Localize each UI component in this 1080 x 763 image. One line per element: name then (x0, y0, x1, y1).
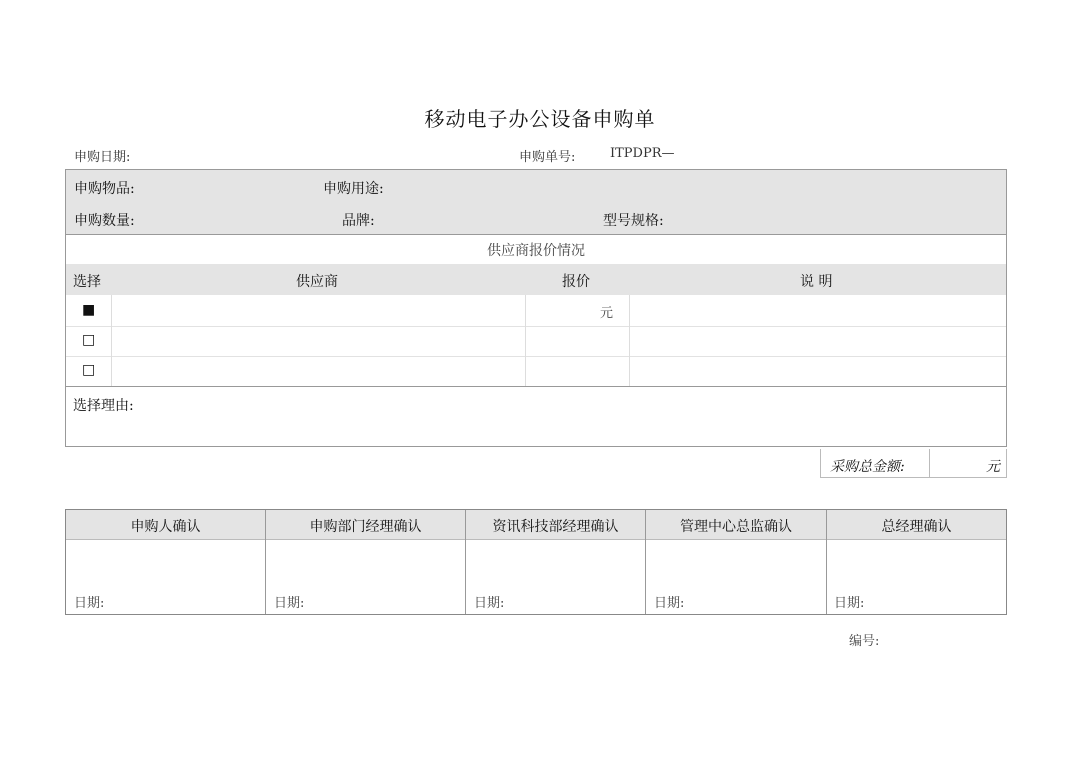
row-divider (66, 356, 1006, 357)
item-label: 申购物品: (74, 181, 135, 197)
col-note: 说 明 (800, 274, 833, 290)
col-price: 报价 (562, 274, 590, 290)
center-director-confirm-header: 管理中心总监确认 (680, 519, 792, 535)
order-no-label: 申购单号: (519, 150, 576, 165)
apply-date-label: 申购日期: (74, 150, 131, 165)
select-checkbox[interactable]: ■ (82, 302, 96, 318)
quantity-label: 申购数量: (74, 213, 135, 229)
date-label: 日期: (274, 596, 305, 611)
it-manager-confirm-header: 资讯科技部经理确认 (492, 519, 619, 535)
divider (66, 539, 1006, 540)
purpose-label: 申购用途: (323, 181, 384, 197)
date-label: 日期: (74, 596, 105, 611)
date-label: 日期: (474, 596, 505, 611)
divider (66, 234, 1006, 235)
item-info-band (66, 170, 1006, 234)
date-label: 日期: (834, 596, 865, 611)
dept-manager-confirm-header: 申购部门经理确认 (309, 519, 422, 535)
col-divider (929, 449, 930, 478)
model-label: 型号规格: (603, 213, 664, 229)
col-divider (629, 295, 630, 386)
order-no-value: ITPDPR— (610, 146, 675, 161)
applicant-confirm-header: 申购人确认 (130, 519, 201, 535)
total-amount-unit: 元 (986, 459, 1000, 475)
divider (66, 386, 1006, 387)
quote-header-band (66, 264, 1006, 295)
col-divider (111, 295, 112, 386)
col-divider (525, 295, 526, 386)
select-checkbox[interactable]: □ (82, 332, 96, 348)
form-title: 移动电子办公设备申购单 (424, 107, 656, 131)
gm-confirm-header: 总经理确认 (881, 519, 952, 535)
date-label: 日期: (654, 596, 685, 611)
price-unit: 元 (600, 306, 614, 321)
col-select: 选择 (73, 274, 101, 290)
serial-number-label: 编号: (849, 634, 880, 649)
select-checkbox[interactable]: □ (82, 362, 96, 378)
quote-section-title: 供应商报价情况 (487, 243, 585, 259)
brand-label: 品牌: (342, 213, 375, 229)
reason-label: 选择理由: (73, 398, 134, 414)
row-divider (66, 326, 1006, 327)
total-amount-label: 采购总金额: (830, 459, 905, 475)
col-supplier: 供应商 (296, 274, 338, 290)
